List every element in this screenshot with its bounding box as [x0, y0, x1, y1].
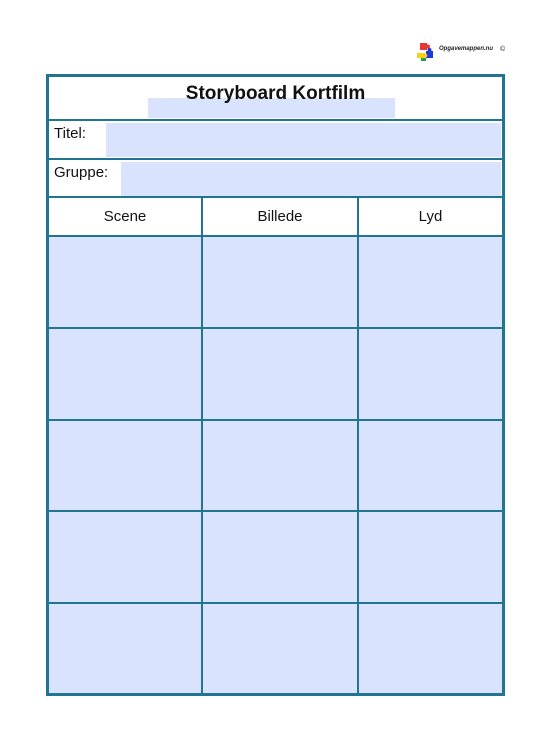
column-divider: [201, 196, 203, 693]
storyboard-cell[interactable]: [203, 329, 357, 419]
brand-name: Opgavemappen.nu: [439, 46, 494, 52]
storyboard-cell[interactable]: [49, 604, 201, 693]
storyboard-cell[interactable]: [359, 329, 502, 419]
column-divider: [357, 196, 359, 693]
storyboard-cell[interactable]: [203, 237, 357, 327]
storyboard-cell[interactable]: [49, 329, 201, 419]
titel-field[interactable]: [106, 123, 501, 157]
storyboard-cell[interactable]: [203, 421, 357, 510]
copyright-mark: ©: [500, 45, 506, 53]
divider: [49, 119, 502, 121]
storyboard-cell[interactable]: [203, 604, 357, 693]
puzzle-pieces-icon: [416, 42, 436, 62]
storyboard-sheet: [46, 74, 505, 696]
storyboard-cell[interactable]: [359, 512, 502, 602]
storyboard-cell[interactable]: [359, 604, 502, 693]
brand-logo: [416, 42, 505, 62]
storyboard-cell[interactable]: [49, 512, 201, 602]
storyboard-cell[interactable]: [49, 237, 201, 327]
storyboard-cell[interactable]: [359, 237, 502, 327]
column-header-billede: Billede: [257, 208, 303, 225]
gruppe-field[interactable]: [121, 162, 501, 196]
column-header-scene: Scene: [103, 208, 147, 225]
divider: [49, 158, 502, 160]
worksheet-title: Storyboard Kortfilm: [185, 83, 366, 104]
column-header-lyd: Lyd: [418, 208, 443, 225]
field-label-gruppe: Gruppe:: [54, 164, 109, 181]
storyboard-cell[interactable]: [49, 421, 201, 510]
storyboard-cell[interactable]: [203, 512, 357, 602]
field-label-titel: Titel:: [54, 125, 86, 142]
storyboard-cell[interactable]: [359, 421, 502, 510]
divider: [49, 196, 502, 198]
